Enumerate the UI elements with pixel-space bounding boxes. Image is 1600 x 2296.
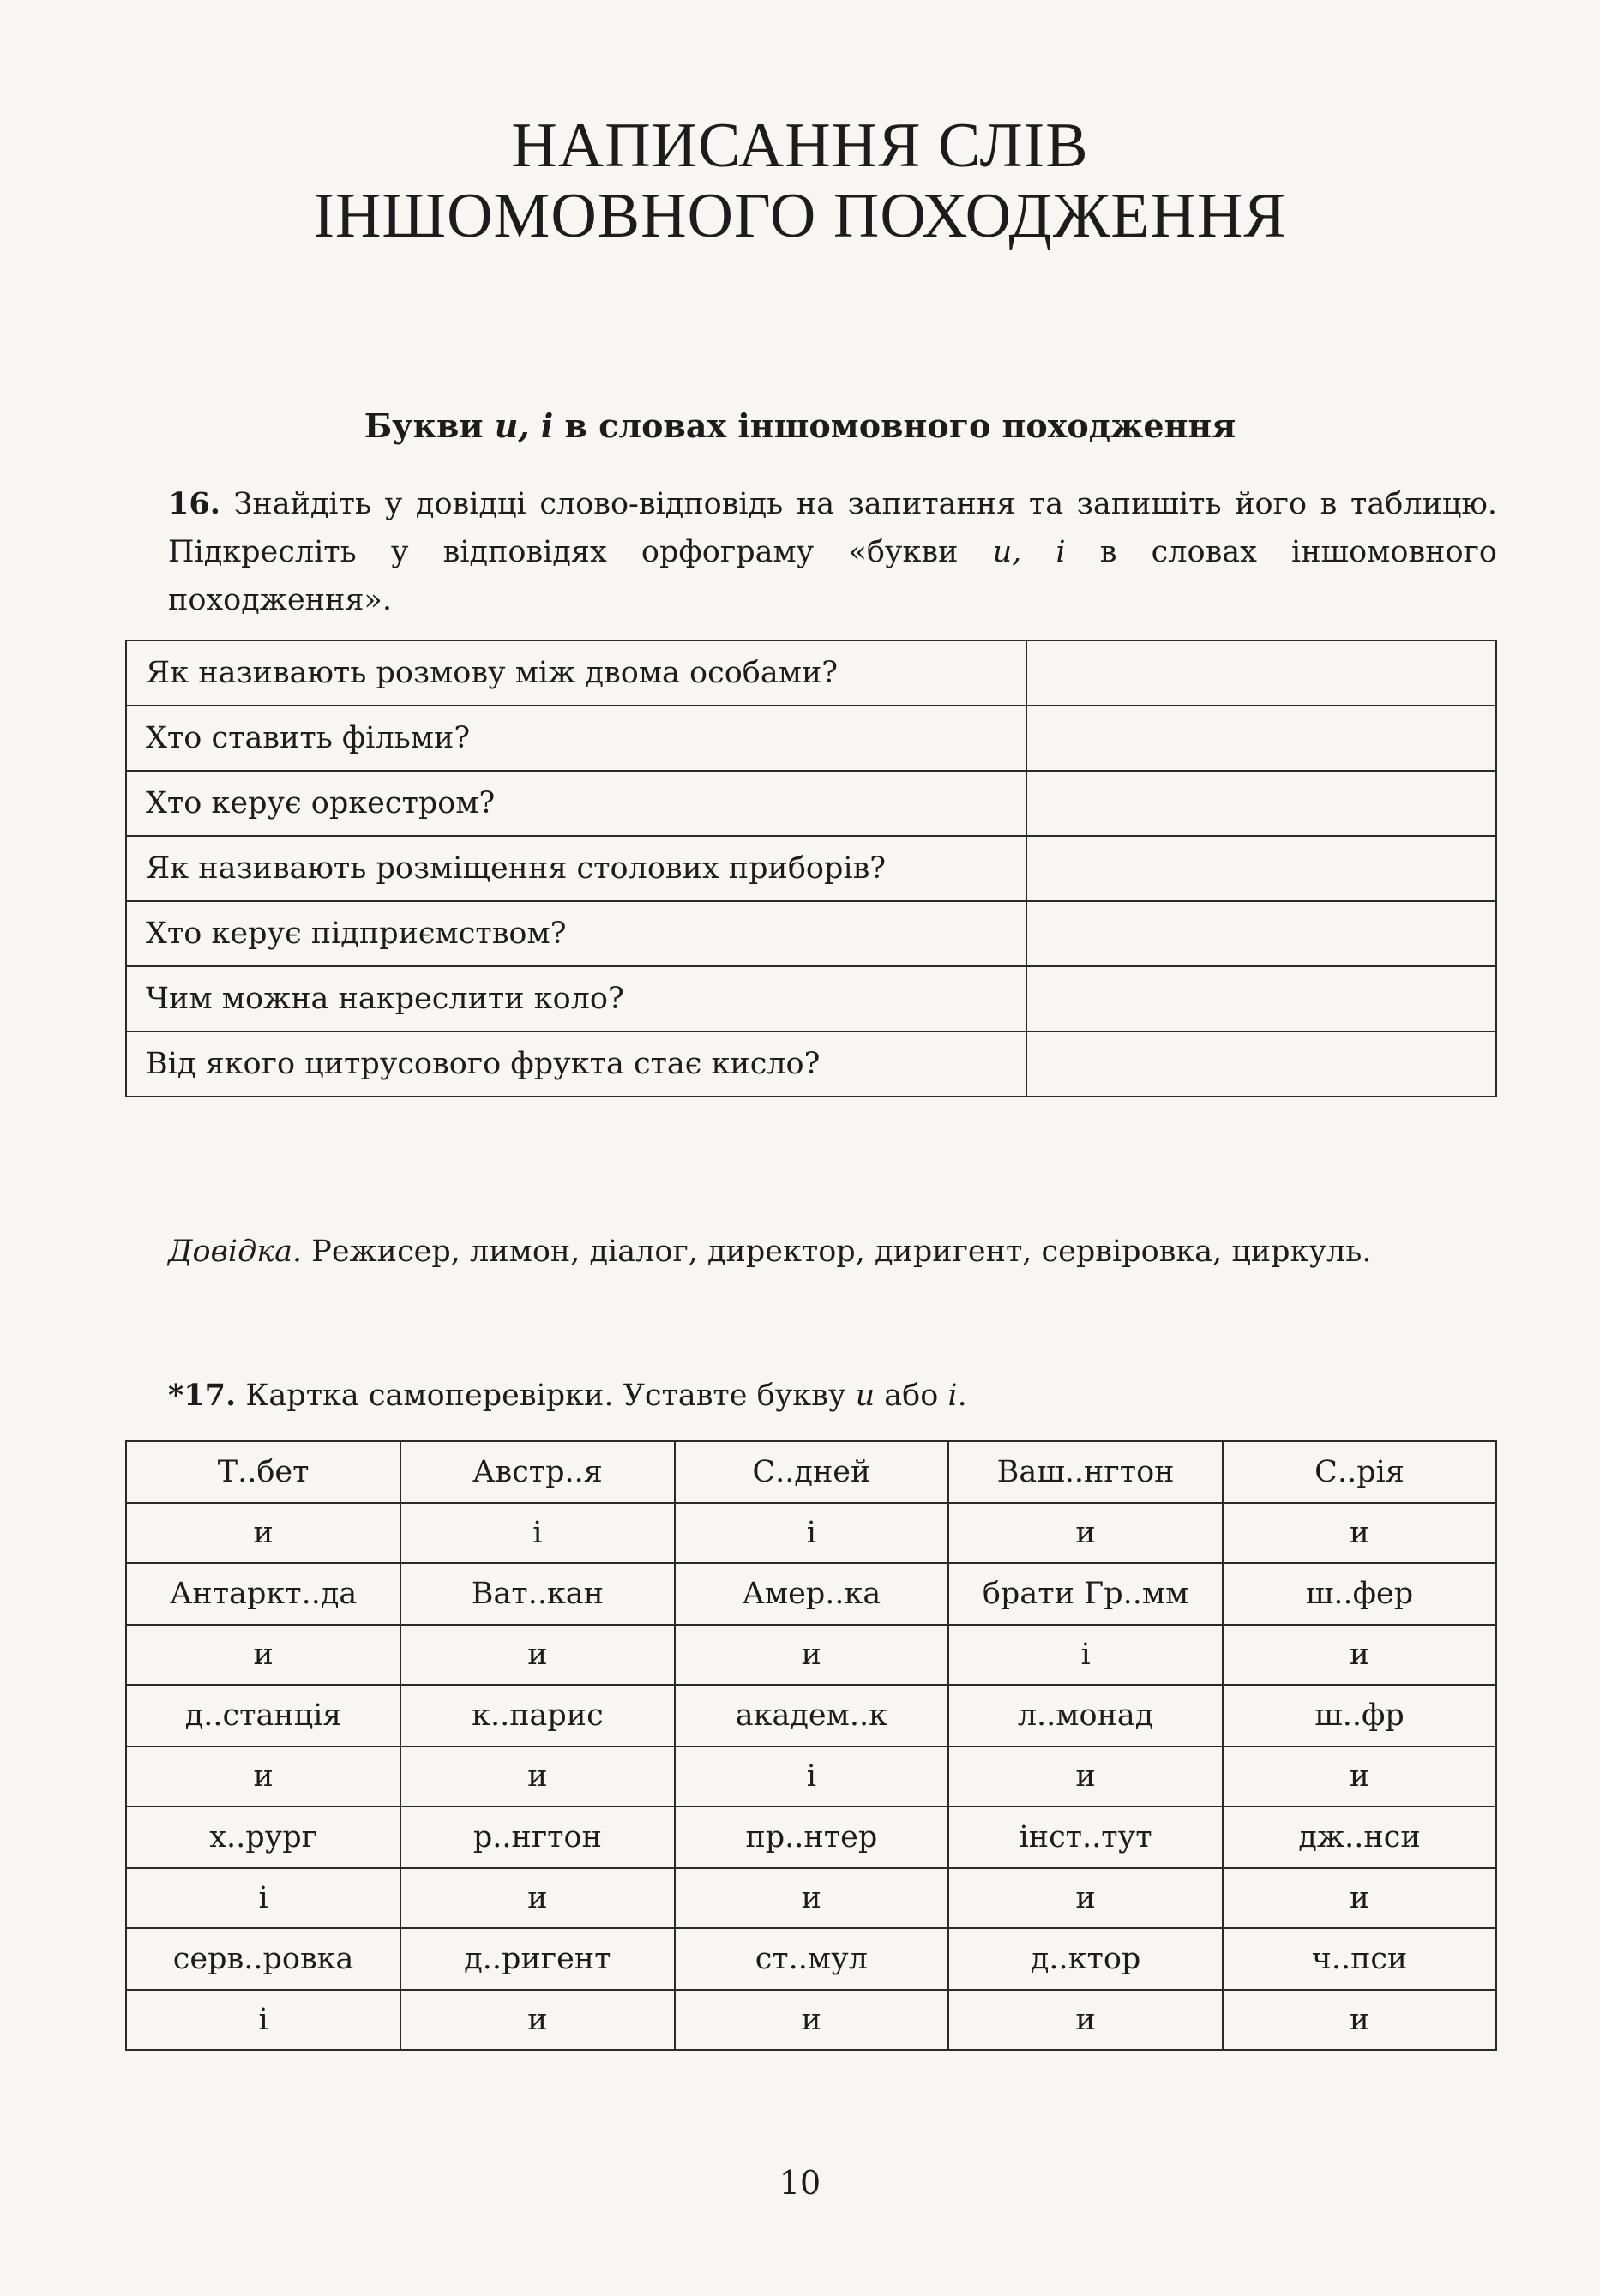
answer-letter: и — [675, 1990, 948, 2050]
answer-letter: и — [400, 1625, 674, 1685]
task-17-text: Картка самоперевірки. Уставте букву — [236, 1379, 856, 1413]
word-cell: інст..тут — [948, 1806, 1223, 1868]
answer-letter: и — [400, 1868, 674, 1928]
word-cell: д..ктор — [948, 1928, 1223, 1990]
answer-letter: и — [1223, 1625, 1496, 1685]
answer-letter: і — [400, 1503, 674, 1563]
word-cell: дж..нси — [1223, 1806, 1496, 1868]
word-row — [126, 1563, 1496, 1625]
task-17-letter-1: и — [855, 1379, 875, 1413]
answer-letter: и — [1223, 1503, 1496, 1563]
answer-letter: и — [400, 1990, 674, 2050]
word-cell: к..парис — [400, 1685, 674, 1746]
answer-letter: и — [1223, 1868, 1496, 1928]
answer-cell[interactable] — [1026, 966, 1496, 1031]
word-cell: пр..нтер — [675, 1806, 948, 1868]
answer-letter: и — [675, 1625, 948, 1685]
word-cell: С..дней — [675, 1441, 948, 1503]
table-row — [126, 836, 1496, 901]
task-17-instructions — [168, 1372, 1497, 1420]
answer-letter: і — [126, 1868, 400, 1928]
word-cell: брати Гр..мм — [948, 1563, 1223, 1625]
word-cell: Австр..я — [400, 1441, 674, 1503]
answer-row — [126, 1746, 1496, 1806]
table-row — [126, 706, 1496, 771]
answer-letter: и — [126, 1625, 400, 1685]
answer-letter: и — [948, 1868, 1223, 1928]
answer-letter: и — [948, 1746, 1223, 1806]
answer-letter: и — [126, 1746, 400, 1806]
answer-letter: і — [675, 1503, 948, 1563]
questions-table — [125, 640, 1497, 1097]
question-cell: Хто керує оркестром? — [126, 771, 1026, 836]
page-title-line-2: ІНШОМОВНОГО ПОХОДЖЕННЯ — [313, 181, 1287, 251]
table-row — [126, 966, 1496, 1031]
question-cell: Як називають розмову між двома особами? — [126, 640, 1026, 706]
word-cell: д..ригент — [400, 1928, 674, 1990]
word-cell: Ват..кан — [400, 1563, 674, 1625]
word-cell: ш..фр — [1223, 1685, 1496, 1746]
task-16-letters: и, і — [992, 535, 1066, 569]
answer-cell[interactable] — [1026, 836, 1496, 901]
question-cell: Як називають розміщення столових приборів? — [126, 836, 1026, 901]
task-17-letter-2: і — [947, 1379, 958, 1413]
section-heading — [0, 405, 1600, 448]
word-cell: д..станція — [126, 1685, 400, 1746]
word-cell: х..рург — [126, 1806, 400, 1868]
question-cell: Від якого цитрусового фрукта стає кисло? — [126, 1031, 1026, 1097]
answer-cell[interactable] — [1026, 1031, 1496, 1097]
question-cell: Хто керує підприємством? — [126, 901, 1026, 966]
word-cell: ч..пси — [1223, 1928, 1496, 1990]
table-row — [126, 640, 1496, 706]
answer-cell[interactable] — [1026, 640, 1496, 706]
word-cell: Т..бет — [126, 1441, 400, 1503]
page-title-line-1: НАПИСАННЯ СЛІВ — [511, 111, 1089, 181]
answer-cell[interactable] — [1026, 901, 1496, 966]
word-cell: ш..фер — [1223, 1563, 1496, 1625]
answer-letter: и — [400, 1746, 674, 1806]
answer-row — [126, 1868, 1496, 1928]
task-17-number: *17. — [168, 1378, 237, 1413]
answer-letter: и — [675, 1868, 948, 1928]
answer-letter: и — [1223, 1746, 1496, 1806]
word-cell: серв..ровка — [126, 1928, 400, 1990]
answer-cell[interactable] — [1026, 706, 1496, 771]
reference-text: Режисер, лимон, діалог, директор, диригент, сервіровка, циркуль. — [302, 1235, 1372, 1269]
task-16-text: Знайдіть у довідці слово-відповідь на запитання та запишіть його в таблицю. Підкресліть у відповідях орфограму «букви — [168, 487, 1497, 569]
table-row — [126, 1031, 1496, 1097]
answer-cell[interactable] — [1026, 771, 1496, 836]
section-heading-after: в словах іншомовного походження — [553, 406, 1236, 445]
answer-letter: и — [126, 1503, 400, 1563]
word-row — [126, 1806, 1496, 1868]
reference-note — [168, 1228, 1497, 1276]
answer-row — [126, 1990, 1496, 2050]
question-cell: Чим можна накреслити коло? — [126, 966, 1026, 1031]
answer-letter: і — [948, 1625, 1223, 1685]
answer-letter: и — [948, 1503, 1223, 1563]
word-cell: Амер..ка — [675, 1563, 948, 1625]
answer-row — [126, 1625, 1496, 1685]
word-cell: л..монад — [948, 1685, 1223, 1746]
task-16-instructions — [168, 480, 1497, 624]
word-cell: С..рія — [1223, 1441, 1496, 1503]
table-row — [126, 771, 1496, 836]
word-cell: академ..к — [675, 1685, 948, 1746]
answer-row — [126, 1503, 1496, 1563]
word-row — [126, 1685, 1496, 1746]
self-check-card — [125, 1440, 1497, 2051]
word-row — [126, 1441, 1496, 1503]
word-row — [126, 1928, 1496, 1990]
table-row — [126, 901, 1496, 966]
answer-letter: і — [126, 1990, 400, 2050]
word-cell: р..нгтон — [400, 1806, 674, 1868]
answer-letter: і — [675, 1746, 948, 1806]
word-cell: ст..мул — [675, 1928, 948, 1990]
word-cell: Ваш..нгтон — [948, 1441, 1223, 1503]
question-cell: Хто ставить фільми? — [126, 706, 1026, 771]
page-number: 10 — [779, 2164, 821, 2202]
task-16-number: 16. — [168, 486, 220, 521]
section-heading-before: Букви — [364, 406, 495, 445]
answer-letter: и — [1223, 1990, 1496, 2050]
reference-label: Довідка. — [168, 1235, 303, 1269]
answer-letter: и — [948, 1990, 1223, 2050]
task-16-text-end: в словах іншомовного походження». — [168, 535, 1497, 617]
task-17-end: . — [957, 1379, 967, 1413]
task-17-mid: або — [875, 1379, 948, 1413]
section-heading-letters: и, і — [494, 406, 554, 445]
word-cell: Антаркт..да — [126, 1563, 400, 1625]
